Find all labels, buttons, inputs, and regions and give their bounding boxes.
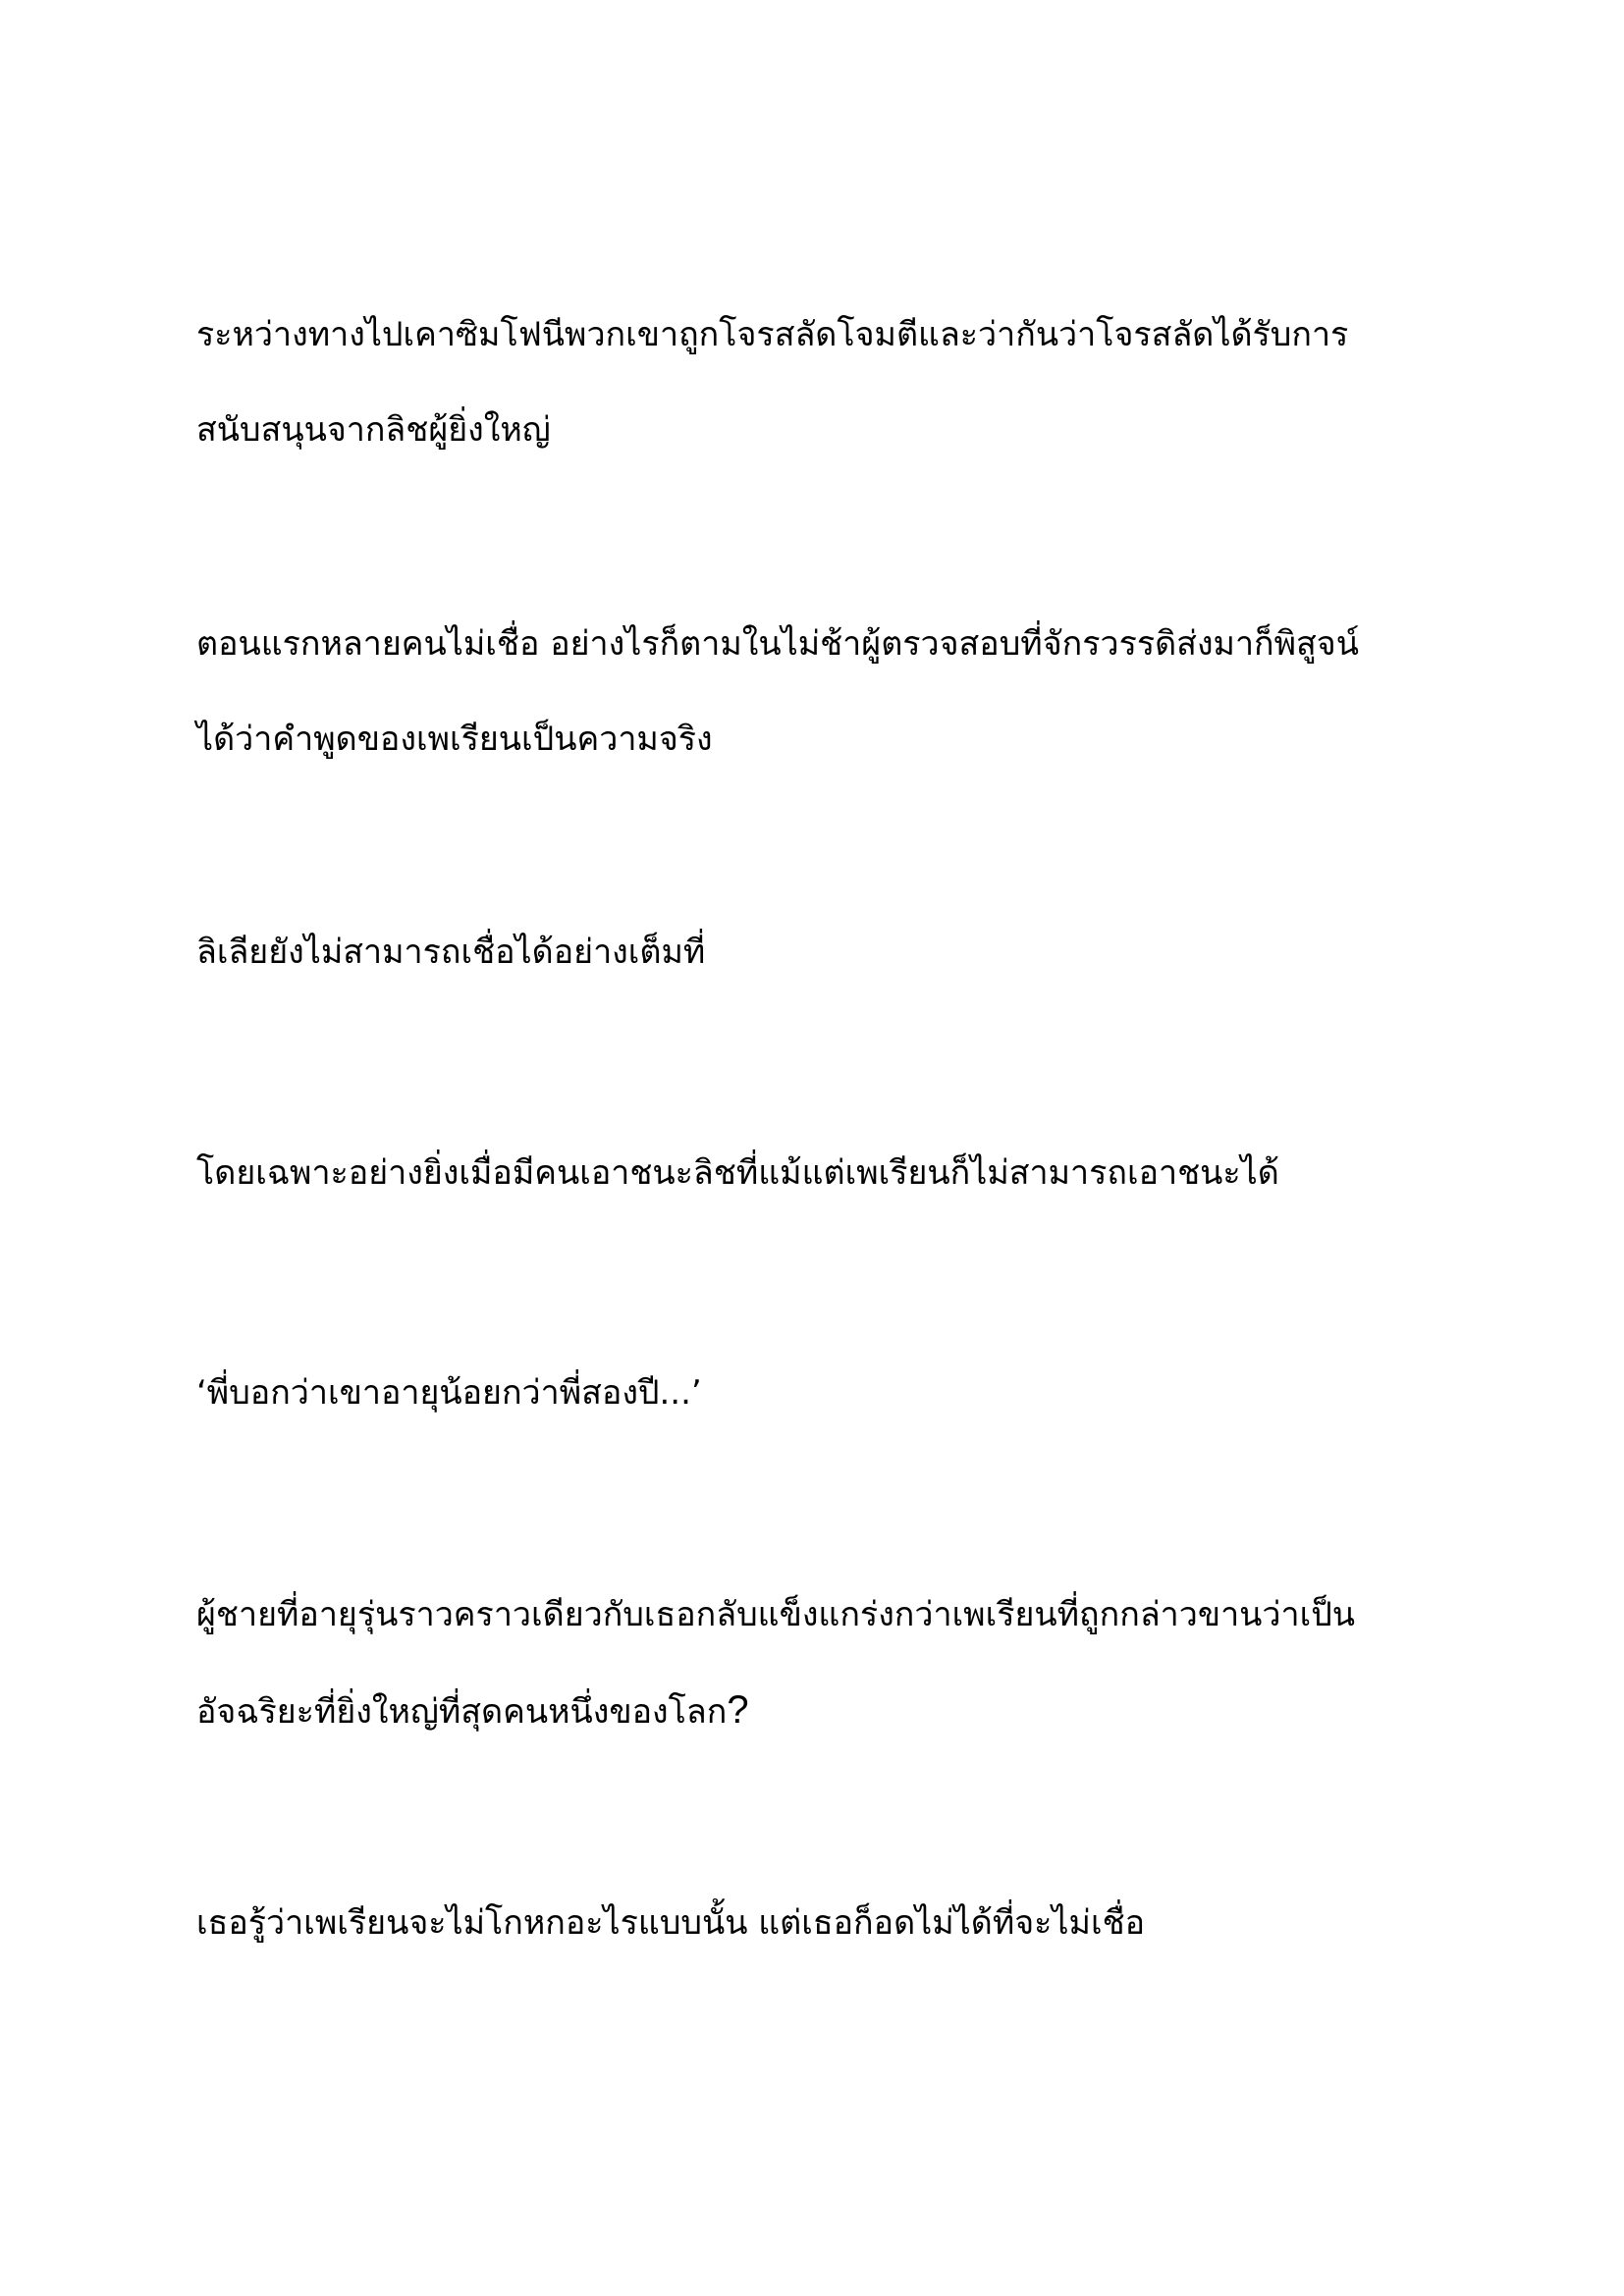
paragraph-line: ผู้ชายที่อายุรุ่นราวคราวเดียวกับเธอกลับแข็งแกร่งกว่าเพเรียนที่ถูกกล่าวขานว่าเป็น — [196, 1595, 1356, 1634]
paragraph-line: เธอรู้ว่าเพเรียนจะไม่โกหกอะไรแบบนั้น แต่เธอก็อดไม่ได้ที่จะไม่เชื่อ — [196, 1903, 1146, 1943]
question-mark: ? — [727, 1688, 749, 1732]
paragraph-2 — [196, 597, 1443, 787]
paragraph-line: สนับสนุนจากลิชผู้ยิ่งใหญ่ — [196, 410, 551, 450]
paragraph-4 — [196, 1126, 1443, 1221]
paragraph-line: โดยเฉพาะอย่างยิ่งเมื่อมีคนเอาชนะลิชที่แม้แต่เพเรียนก็ไม่สามารถเอาชนะได้ — [196, 1153, 1279, 1193]
paragraph-line — [196, 1663, 1443, 1760]
paragraph-line: ระหว่างทางไปเคาซิมโฟนีพวกเขาถูกโจรสลัดโจมตีและว่ากันว่าโจรสลัดได้รับการ — [196, 315, 1349, 354]
paragraph-line: ได้ว่าคำพูดของเพเรียนเป็นความจริง — [196, 720, 713, 759]
paragraph-line: ตอนแรกหลายคนไม่เชื่อ อย่างไรก็ตามในไม่ช้าผู้ตรวจสอบที่จักรวรรดิส่งมาก็พิสูจน์ — [196, 624, 1359, 664]
paragraph-line: ‘พี่บอกว่าเขาอายุน้อยกว่าพี่สองปี...’ — [196, 1373, 702, 1413]
paragraph-line: ลิเลียยังไม่สามารถเชื่อได้อย่างเต็มที่ — [196, 933, 706, 972]
paragraph-6 — [196, 1568, 1443, 1760]
paragraph-line-text: อัจฉริยะที่ยิ่งใหญ่ที่สุดคนหนึ่งของโลก — [196, 1692, 728, 1732]
paragraph-3 — [196, 905, 1443, 1000]
paragraph-5 — [196, 1346, 1443, 1441]
paragraph-7 — [196, 1876, 1443, 1971]
paragraph-1 — [196, 288, 1443, 478]
